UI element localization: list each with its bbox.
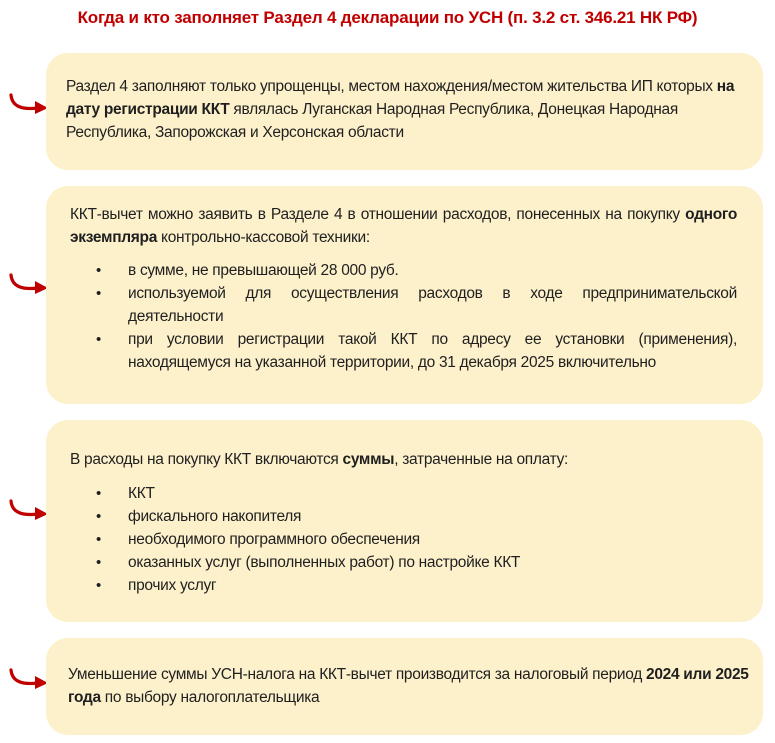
info-card-who-fills [46, 53, 763, 170]
info-card-tax-period [46, 638, 763, 735]
page-title: Когда и кто заполняет Раздел 4 декларации по УСН (п. 3.2 ст. 346.21 НК РФ) [77, 8, 698, 27]
list-item: • необходимого программного обеспечения [70, 528, 737, 551]
card-text: Уменьшение суммы УСН-налога на ККТ-вычет производится за налоговый период 2024 или 2025 года по выбору налогоплательщика [68, 666, 749, 706]
card-bold-text: суммы [342, 451, 395, 468]
curved-arrow-right-icon [8, 272, 50, 298]
info-card-kkt-deduction [46, 186, 763, 404]
list-item: • фискального накопителя [70, 505, 737, 528]
list-item: • прочих услуг [70, 574, 737, 597]
list-item: • ККТ [70, 482, 737, 505]
card-bold-text: на дату регистрации ККТ [66, 78, 735, 118]
card-text: Раздел 4 заполняют только упрощенцы, местом нахождения/местом жительства ИП которых на дату регистрации ККТ являлась Луганская Народная Республика, Донецкая Народная Республика, Запорожская и Херсонская области [66, 78, 735, 141]
curved-arrow-right-icon [8, 92, 50, 118]
info-card-expenses [46, 420, 763, 622]
card-bold-text: 2024 или 2025 года [68, 666, 749, 706]
card-bold-text: одного экземпляра [70, 206, 737, 246]
conditions-list [70, 259, 737, 374]
curved-arrow-right-icon [8, 667, 50, 693]
list-item: • используемой для осуществления расходов в ходе предпринимательской деятельности [70, 282, 737, 328]
curved-arrow-right-icon [8, 498, 50, 524]
list-item: • оказанных услуг (выполненных работ) по настройке ККТ [70, 551, 737, 574]
card-intro: В расходы на покупку ККТ включаются суммы, затраченные на оплату: [70, 451, 569, 468]
card-intro: ККТ-вычет можно заявить в Разделе 4 в отношении расходов, понесенных на покупку одного экземпляра контрольно-кассовой техники: [70, 206, 737, 246]
expenses-list [70, 482, 737, 597]
list-item: • в сумме, не превышающей 28 000 руб. [70, 259, 737, 282]
list-item: • при условии регистрации такой ККТ по адресу ее установки (применения), находящемуся на указанной территории, до 31 декабря 2025 включительно [70, 328, 737, 374]
